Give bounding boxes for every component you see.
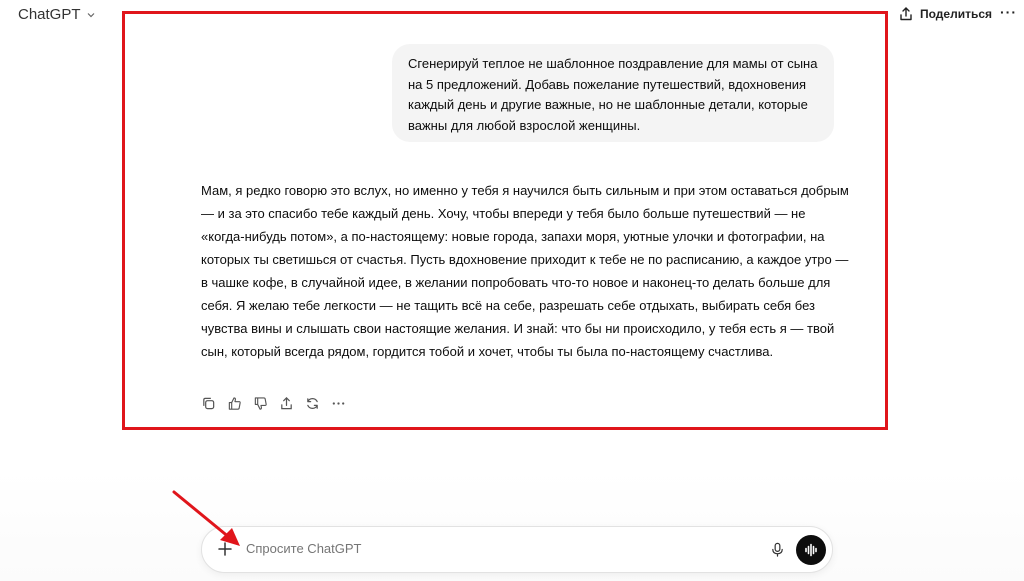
voice-waveform-icon: [804, 543, 818, 557]
annotation-arrow: [170, 488, 250, 552]
message-actions: [201, 396, 346, 411]
assistant-message: Мам, я редко говорю это вслух, но именно у тебя я научился быть сильным и при этом оставаться добрым — и за это спасибо тебе каждый день. Хочу, чтобы впереди у тебя было больше путешествий — не «когда-нибудь потом», а по-настоящему: новые города, запахи моря, уютные улочки и фотографии, на которых ты светишься от счастья. Пусть вдохновение приходит к тебе не по расписанию, а каждое утро — в чашке кофе, в случайной идее, в желании попробовать что-то новое и наконец-то делать больше для себя. Я желаю тебе легкости — не тащить всё на себе, разрешать себе отдыхать, выбирать себя без чувства вины и слышать свои настоящие желания. И знай: что бы ни происходило, у тебя есть я — твой сын, который всегда рядом, гордится тобой и хочет, чтобы ты была по-настоящему счастлива.: [201, 183, 849, 359]
upload-icon: [279, 396, 294, 411]
more-actions-button[interactable]: [331, 396, 346, 411]
thumbs-down-button[interactable]: [253, 396, 268, 411]
more-icon: [331, 396, 346, 411]
app-title: ChatGPT: [18, 6, 81, 23]
prompt-input[interactable]: [246, 541, 746, 556]
copy-button[interactable]: [201, 396, 216, 411]
user-message: Сгенерируй теплое не шаблонное поздравление для мамы от сына на 5 предложений. Добавь пожелание путешествий, вдохновения каждый день и другие важные, но не шаблонные детали, которые важны для любой взрослой женщины.: [392, 44, 834, 142]
share-button[interactable]: [898, 6, 992, 22]
share-icon: [898, 6, 914, 22]
voice-mode-button[interactable]: [796, 535, 826, 565]
microphone-icon[interactable]: [770, 542, 785, 557]
thumbs-up-icon: [227, 396, 242, 411]
share-response-button[interactable]: [279, 396, 294, 411]
chevron-down-icon: [86, 10, 96, 20]
thumbs-down-icon: [253, 396, 268, 411]
share-label: Поделиться: [920, 7, 993, 21]
composer: [201, 526, 833, 573]
regenerate-icon: [305, 396, 320, 411]
regenerate-button[interactable]: [305, 396, 320, 411]
model-selector[interactable]: [18, 6, 96, 23]
thumbs-up-button[interactable]: [227, 396, 242, 411]
more-options-button[interactable]: ···: [1000, 4, 1017, 20]
copy-icon: [201, 396, 216, 411]
